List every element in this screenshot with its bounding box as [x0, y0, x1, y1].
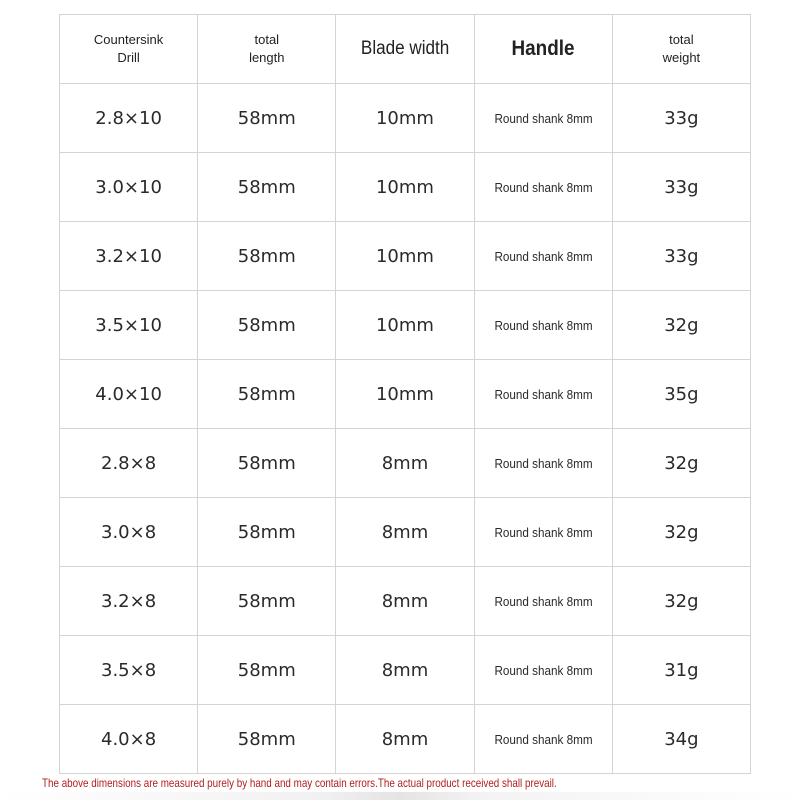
cell-drill [60, 153, 198, 222]
cell-handle-value: Round shank 8mm [494, 248, 593, 264]
cell-drill-value: 3.0×10 [95, 176, 162, 198]
cell-blade-value: 8mm [381, 728, 429, 750]
cell-weight-value: 35g [664, 383, 699, 405]
disclaimer-note: The above dimensions are measured purely by hand and may contain errors.The actual product received shall prevail. [42, 776, 557, 790]
cell-blade [336, 498, 474, 567]
cell-length-value: 58mm [237, 107, 296, 129]
cell-weight-value: 31g [664, 659, 699, 681]
cell-length [198, 222, 336, 291]
table-row [60, 636, 751, 705]
cell-weight [612, 360, 750, 429]
cell-handle-value: Round shank 8mm [494, 662, 593, 678]
cell-handle [474, 498, 612, 567]
header-handle-label: Handle [511, 37, 575, 60]
cell-weight [612, 291, 750, 360]
spec-table [59, 14, 751, 774]
table-row [60, 84, 751, 153]
cell-blade [336, 636, 474, 705]
cell-handle-value: Round shank 8mm [494, 524, 593, 540]
cell-handle-value: Round shank 8mm [494, 179, 593, 195]
header-length-label: total length [249, 32, 285, 65]
cell-length [198, 429, 336, 498]
cell-handle [474, 222, 612, 291]
cell-length-value: 58mm [237, 314, 296, 336]
cell-length [198, 636, 336, 705]
cell-length-value: 58mm [237, 659, 296, 681]
cell-length [198, 153, 336, 222]
cell-handle-value: Round shank 8mm [494, 110, 593, 126]
cell-handle [474, 84, 612, 153]
cell-weight [612, 498, 750, 567]
cell-length-value: 58mm [237, 383, 296, 405]
cell-blade-value: 8mm [381, 659, 429, 681]
table-row [60, 567, 751, 636]
cell-handle [474, 291, 612, 360]
cell-handle [474, 360, 612, 429]
cell-blade-value: 10mm [375, 107, 434, 129]
cell-length-value: 58mm [237, 728, 296, 750]
cell-drill [60, 567, 198, 636]
cell-length [198, 567, 336, 636]
cell-drill-value: 2.8×10 [95, 107, 162, 129]
table-row [60, 498, 751, 567]
cell-handle-value: Round shank 8mm [494, 317, 593, 333]
cell-handle [474, 636, 612, 705]
cell-blade-value: 8mm [381, 452, 429, 474]
cell-drill [60, 636, 198, 705]
spec-table-body [60, 84, 751, 774]
table-row [60, 705, 751, 774]
cell-drill-value: 3.5×10 [95, 314, 162, 336]
cell-blade [336, 567, 474, 636]
table-row [60, 360, 751, 429]
cell-drill [60, 498, 198, 567]
header-length [198, 15, 336, 84]
cell-handle-value: Round shank 8mm [494, 386, 593, 402]
cell-drill-value: 3.5×8 [101, 659, 157, 681]
header-handle [474, 15, 612, 84]
bottom-shadow-strip [0, 792, 800, 800]
cell-blade [336, 153, 474, 222]
cell-drill-value: 4.0×8 [101, 728, 157, 750]
cell-blade-value: 10mm [375, 314, 434, 336]
cell-blade-value: 8mm [381, 590, 429, 612]
header-blade-label: Blade width [360, 38, 450, 59]
table-row [60, 222, 751, 291]
cell-handle [474, 153, 612, 222]
cell-drill [60, 429, 198, 498]
cell-blade [336, 705, 474, 774]
cell-blade [336, 429, 474, 498]
cell-length-value: 58mm [237, 452, 296, 474]
cell-weight-value: 32g [664, 590, 699, 612]
cell-handle-value: Round shank 8mm [494, 593, 593, 609]
cell-length [198, 84, 336, 153]
cell-weight-value: 33g [664, 176, 699, 198]
header-row [60, 15, 751, 84]
cell-drill [60, 84, 198, 153]
cell-handle [474, 429, 612, 498]
cell-weight [612, 429, 750, 498]
cell-weight [612, 153, 750, 222]
cell-handle [474, 567, 612, 636]
cell-blade-value: 10mm [375, 245, 434, 267]
header-blade [336, 15, 474, 84]
cell-drill-value: 2.8×8 [101, 452, 157, 474]
cell-length [198, 498, 336, 567]
cell-length [198, 705, 336, 774]
cell-blade [336, 360, 474, 429]
cell-blade [336, 291, 474, 360]
cell-length-value: 58mm [237, 245, 296, 267]
cell-blade [336, 84, 474, 153]
cell-drill [60, 291, 198, 360]
header-weight-label: total weight [662, 32, 701, 65]
cell-weight-value: 32g [664, 452, 699, 474]
cell-weight [612, 705, 750, 774]
cell-blade [336, 222, 474, 291]
cell-drill-value: 3.2×10 [95, 245, 162, 267]
cell-length-value: 58mm [237, 590, 296, 612]
cell-weight [612, 567, 750, 636]
table-row [60, 429, 751, 498]
cell-drill [60, 360, 198, 429]
cell-handle-value: Round shank 8mm [494, 731, 593, 747]
header-drill-label: Countersink Drill [93, 32, 164, 65]
header-drill [60, 15, 198, 84]
table-row [60, 291, 751, 360]
cell-drill-value: 3.2×8 [101, 590, 157, 612]
cell-length-value: 58mm [237, 521, 296, 543]
cell-weight [612, 636, 750, 705]
cell-weight-value: 33g [664, 107, 699, 129]
cell-drill-value: 3.0×8 [101, 521, 157, 543]
cell-weight [612, 222, 750, 291]
cell-blade-value: 8mm [381, 521, 429, 543]
cell-weight-value: 32g [664, 314, 699, 336]
cell-drill [60, 705, 198, 774]
cell-length [198, 291, 336, 360]
cell-weight-value: 32g [664, 521, 699, 543]
cell-weight [612, 84, 750, 153]
cell-weight-value: 34g [664, 728, 699, 750]
cell-drill [60, 222, 198, 291]
table-row [60, 153, 751, 222]
cell-blade-value: 10mm [375, 383, 434, 405]
cell-handle-value: Round shank 8mm [494, 455, 593, 471]
cell-weight-value: 33g [664, 245, 699, 267]
cell-blade-value: 10mm [375, 176, 434, 198]
cell-drill-value: 4.0×10 [95, 383, 162, 405]
header-weight [612, 15, 750, 84]
cell-length-value: 58mm [237, 176, 296, 198]
cell-handle [474, 705, 612, 774]
cell-length [198, 360, 336, 429]
